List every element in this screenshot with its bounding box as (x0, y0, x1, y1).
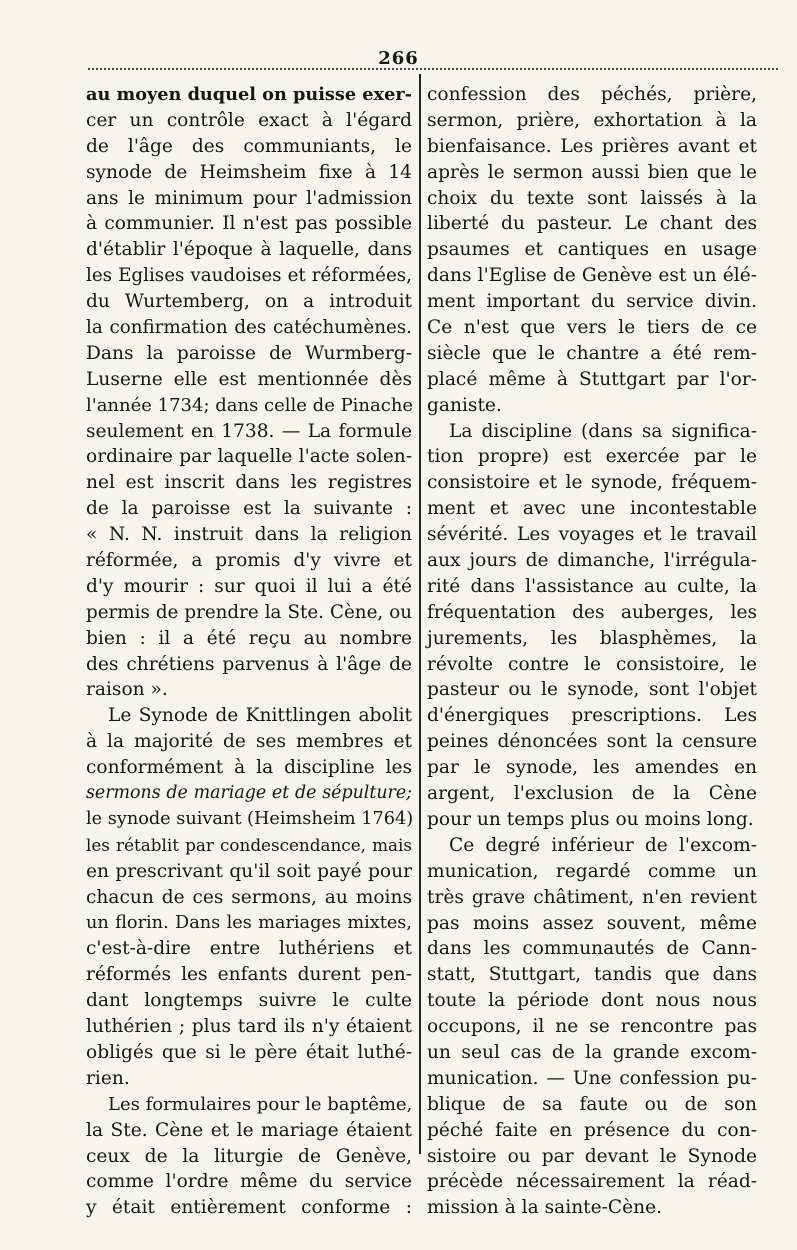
text-line: dans les communautés de Cann- (427, 938, 757, 960)
text-line: bien : il a été reçu au nombre (86, 627, 412, 649)
text-line: placé même à Stuttgart par l'or- (427, 368, 757, 390)
text-line: munication. — Une confession pu- (427, 1067, 757, 1089)
text-line: la confirmation des catéchumènes. (86, 317, 412, 339)
text-line: l'année 1734; dans celle de Pinache (86, 394, 414, 416)
text-line: argent, l'exclusion de la Cène (427, 783, 757, 805)
text-line: tion propre) est exercée par le (427, 446, 757, 468)
text-line: précède nécessairement la réad- (427, 1171, 757, 1193)
text-line: sermons de mariage et de sépulture; (86, 783, 412, 804)
text-line: par le synode, les amendes en (427, 757, 757, 779)
text-line: de l'âge des communiants, le (86, 135, 412, 157)
text-line: liberté du pasteur. Le chant des (427, 213, 757, 235)
text-line: nel est inscrit dans les registres (86, 472, 412, 494)
text-line: bienfaisance. Les prières avant et (427, 135, 757, 157)
text-line: Ce n'est que vers le tiers de ce (427, 317, 757, 339)
text-line: munication, regardé comme un (427, 860, 757, 882)
text-line: y était entièrement conforme : (86, 1197, 412, 1219)
text-line: Luserne elle est mentionnée dès (86, 368, 412, 390)
text-line: Ce degré inférieur de l'excom- (449, 834, 757, 856)
text-line: blique de sa faute ou de son (427, 1093, 757, 1115)
text-line: les rétablit par condescendance, mais (86, 834, 412, 855)
text-line: ganiste. (427, 394, 502, 416)
text-line: peines dénoncées sont la censure (427, 731, 757, 753)
text-line: luthérien ; plus tard ils n'y étaient (86, 1016, 412, 1038)
header-rule (88, 68, 778, 70)
text-line: sévérité. Les voyages et le travail (427, 524, 757, 546)
left-column (86, 82, 412, 1221)
text-line: « N. N. instruit dans la religion (86, 524, 412, 546)
text-line: les Eglises vaudoises et réformées, (86, 265, 412, 287)
text-line: c'est-à-dire entre luthériens et (86, 938, 412, 960)
text-line: d'y mourir : sur quoi il lui a été (86, 575, 412, 597)
text-line: ans le minimum pour l'admission (86, 187, 412, 209)
text-line: siècle que le chantre a été rem- (427, 342, 757, 364)
text-line: psaumes et cantiques en usage (427, 239, 757, 261)
text-line: dant longtemps suivre le culte (86, 990, 412, 1012)
text-line: comme l'ordre même du service (86, 1171, 412, 1193)
text-line: seulement en 1738. — La formule (86, 420, 412, 442)
text-line: mission à la sainte-Cène. (427, 1197, 663, 1219)
text-line: d'établir l'époque à laquelle, dans (86, 239, 412, 261)
text-line: ment important du service divin. (427, 291, 757, 313)
text-line: jurements, les blasphèmes, la (427, 627, 757, 649)
text-line: rien. (86, 1067, 130, 1089)
text-line: synode de Heimsheim fixe à 14 (86, 161, 412, 183)
text-line: pour un temps plus ou moins long. (427, 808, 754, 830)
text-line: La discipline (dans sa significa- (449, 420, 757, 442)
text-line: révolte contre le consistoire, le (427, 653, 757, 675)
text-line: à communier. Il n'est pas possible (86, 213, 412, 235)
page-number: 266 (378, 48, 419, 69)
text-line: ordinaire par laquelle l'acte solen- (86, 446, 412, 468)
text-line: un florin. Dans les mariages mixtes, (86, 912, 412, 933)
right-column (427, 82, 757, 1221)
text-line: rité dans l'assistance au culte, la (427, 575, 757, 597)
text-line: raison ». (86, 679, 168, 701)
text-line: aux jours de dimanche, l'irrégula- (427, 550, 757, 572)
text-line: la Ste. Cène et le mariage étaient (86, 1119, 412, 1141)
text-line: le synode suivant (Heimsheim 1764) (86, 808, 414, 829)
text-line: à la majorité de ses membres et (86, 731, 412, 753)
text-line: en prescrivant qu'il soit payé pour (86, 860, 412, 882)
text-line: confession des péchés, prière, (427, 84, 757, 105)
text-line: du Wurtemberg, on a introduit (86, 291, 412, 313)
text-line: cer un contrôle exact à l'égard (86, 109, 412, 131)
text-line: réformés les enfants durent pen- (86, 964, 412, 986)
text-line: toute la période dont nous nous (427, 990, 757, 1012)
text-line: occupons, il ne se rencontre pas (427, 1016, 757, 1038)
text-line: d'énergiques prescriptions. Les (427, 705, 757, 727)
text-line: au moyen duquel on puisse exer- (86, 84, 412, 105)
text-line: conformément à la discipline les (86, 757, 412, 779)
text-line: permis de prendre la Ste. Cène, ou (86, 601, 412, 623)
text-line: consistoire et le synode, fréquem- (427, 472, 757, 494)
text-line: de la paroisse est la suivante : (86, 498, 412, 520)
text-line: statt, Stuttgart, tandis que dans (427, 964, 757, 986)
text-line: après le sermon aussi bien que le (427, 161, 757, 183)
text-line: sermon, prière, exhortation à la (427, 109, 757, 131)
text-line: fréquentation des auberges, les (427, 601, 757, 623)
column-divider (419, 74, 421, 1154)
text-line: pasteur ou le synode, sont l'objet (427, 679, 757, 701)
text-line: réformée, a promis d'y vivre et (86, 550, 412, 572)
text-line: un seul cas de la grande excom- (427, 1041, 757, 1063)
text-line: Les formulaires pour le baptême, (108, 1093, 413, 1115)
text-line: pas moins assez souvent, même (427, 912, 757, 934)
text-line: sistoire ou par devant le Synode (427, 1145, 757, 1167)
text-line: dans l'Eglise de Genève est un élé- (427, 265, 757, 287)
text-line: Le Synode de Knittlingen abolit (108, 705, 412, 727)
text-line: obligés que si le père était luthé- (86, 1041, 412, 1063)
text-line: ment et avec une incontestable (427, 498, 757, 520)
text-line: péché faite en présence du con- (427, 1119, 757, 1141)
text-line: choix du texte sont laissés à la (427, 187, 757, 209)
text-line: ceux de la liturgie de Genève, (86, 1145, 412, 1167)
text-line: Dans la paroisse de Wurmberg- (86, 342, 412, 364)
text-line: des chrétiens parvenus à l'âge de (86, 653, 412, 675)
text-line: chacun de ces sermons, au moins (86, 886, 412, 908)
text-line: très grave châtiment, n'en revient (427, 886, 757, 908)
